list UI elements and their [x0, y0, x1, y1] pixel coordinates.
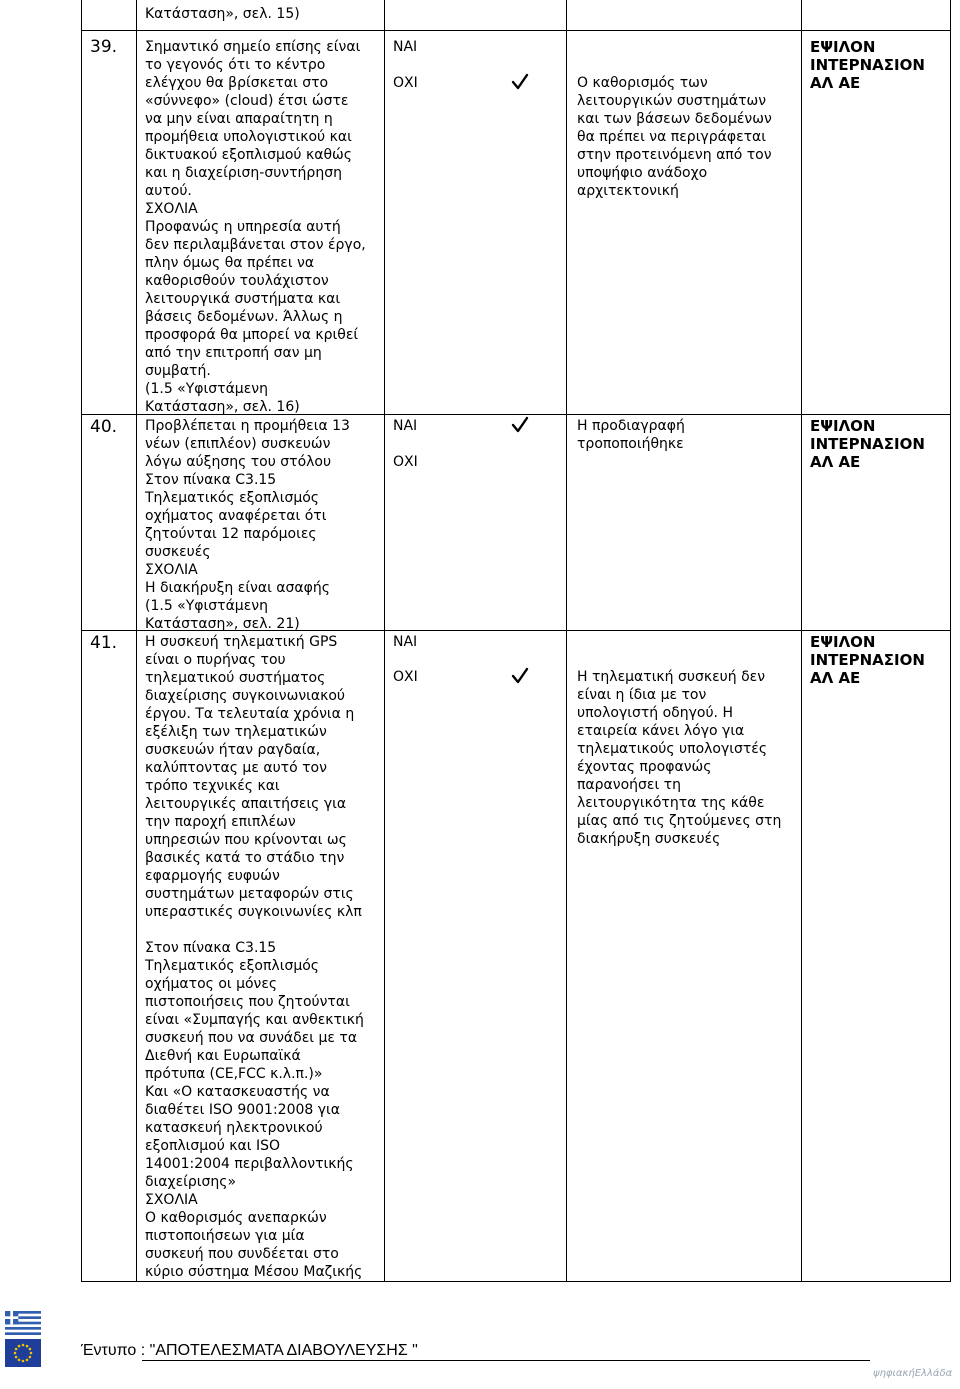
row-divider	[81, 30, 951, 31]
row-comment: Σημαντικό σημείο επίσης είναι το γεγονός ότι το κέντρο ελέγχου θα βρίσκεται στο «σύννεφο» (cloud) έτσι ώστε να μην είναι απαραίτητη η προμήθεια υπολογιστικού και δικτυακού εξοπλισμού καθώς και η διαχείριση-συντήρηση αυτού. ΣΧΟΛΙΑ Προφανώς η υπηρεσία αυτή δεν περιλαμβάνεται στον έργο, πλην όμως θα πρέπει να καθορισθούν τουλάχιστον λειτουργικά συστήματα και βάσεις δεδομένων. Άλλως η προσφορά θα μπορεί να κριθεί από την επιτροπή σαν μη συμβατή. (1.5 «Υφιστάμενη Κατάσταση», σελ. 16)	[145, 39, 366, 415]
table-border-right	[950, 0, 951, 1281]
yes-option: ΝΑΙ	[393, 39, 418, 55]
no-option: ΟΧΙ	[393, 454, 418, 470]
footer-rule	[142, 1360, 870, 1361]
row-response: Η προδιαγραφή τροποποιήθηκε	[577, 418, 685, 452]
company-name: ΕΨΙΛΟΝ ΙΝΤΕΡΝΑΣΙΟΝ ΑΛ ΑΕ	[810, 38, 925, 92]
check-icon	[511, 667, 529, 685]
form-label: Έντυπο : "ΑΠΟΤΕΛΕΣΜΑΤΑ ΔΙΑΒΟΥΛΕΥΣΗΣ "	[81, 1342, 418, 1359]
row-comment: Προβλέπεται η προμήθεια 13 νέων (επιπλέον) συσκευών λόγω αύξησης του στόλου Στον πίνακα C3.15 Τηλεματικός εξοπλισμός οχήματος αναφέρεται ότι ζητούνται 12 παρόμοιες συσκευές ΣΧΟΛΙΑ Η διακήρυξη είναι ασαφής (1.5 «Υφιστάμενη Κατάσταση», σελ. 21)	[145, 418, 350, 632]
row-number: 39.	[90, 37, 118, 57]
no-option: ΟΧΙ	[393, 75, 418, 91]
yes-option: ΝΑΙ	[393, 634, 418, 650]
eu-flag-icon	[5, 1339, 41, 1367]
brand-logo: ψηφιακήΕλλάδα	[873, 1368, 953, 1379]
no-option: ΟΧΙ	[393, 669, 418, 685]
table-rule-number	[136, 0, 137, 1281]
row-response: Ο καθορισμός των λειτουργικών συστημάτων και των βάσεων δεδομένων θα πρέπει να περιγράφεται στην προτεινόμενη από τον υποψήφιο ανάδοχο αρχιτεκτονική	[577, 75, 772, 199]
company-name: ΕΨΙΛΟΝ ΙΝΤΕΡΝΑΣΙΟΝ ΑΛ ΑΕ	[810, 633, 925, 687]
row-number: 41.	[90, 633, 118, 653]
row-comment-continued: Στον πίνακα C3.15 Τηλεματικός εξοπλισμός οχήματος οι μόνες πιστοποιήσεις που ζητούνται είναι «Συμπαγής και ανθεκτική συσκευή που να συνάδει με τα Διεθνή και Ευρωπαϊκά πρότυπα (CE,FCC κ.λ.π.)» Και «Ο κατασκευαστής να διαθέτει ISO 9001:2008 για κατασκευή ηλεκτρονικού εξοπλισμού και ISO 14001:2004 περιβαλλοντικής διαχείρισης» ΣΧΟΛΙΑ Ο καθορισμός ανεπαρκών πιστοποιήσεων για μία συσκευή που συνδέεται στο κύριο σύστημα Μέσου Μαζικής	[145, 940, 364, 1280]
check-icon	[511, 73, 529, 91]
previous-row-fragment: Κατάσταση», σελ. 15)	[145, 6, 300, 22]
yes-option: ΝΑΙ	[393, 418, 418, 434]
greek-flag-icon	[5, 1311, 41, 1335]
check-icon	[511, 416, 529, 434]
row-number: 40.	[90, 417, 118, 437]
table-rule-choice	[566, 0, 567, 1281]
table-rule-comment	[384, 0, 385, 1281]
row-response: Η τηλεματική συσκευή δεν είναι η ίδια με τον υπολογιστή οδηγού. Η εταιρεία κάνει λόγο για τηλεματικούς υπολογιστές έχοντας προφανώς παρανοήσει τη λειτουργικότητα της κάθε μίας από τις ζητούμενες στη διακήρυξη συσκευές	[577, 669, 782, 847]
table-border-bottom	[81, 1281, 951, 1282]
table-border-left	[81, 0, 82, 1281]
table-rule-response	[801, 0, 802, 1281]
company-name: ΕΨΙΛΟΝ ΙΝΤΕΡΝΑΣΙΟΝ ΑΛ ΑΕ	[810, 417, 925, 471]
row-comment: Η συσκευή τηλεματική GPS είναι ο πυρήνας του τηλεματικού συστήματος διαχείρισης συγκοινωνιακού έργου. Τα τελευταία χρόνια η εξέλιξη των τηλεματικών συσκευών ήταν ραγδαία, καλύπτοντας με αυτό τον τρόπο τεχνικές και λειτουργικές απαιτήσεις για την παροχή επιπλέων υπηρεσιών που κρίνονται ως βασικές κατά το στάδιο την εφαρμογής ευφυών συστημάτων μεταφορών στις υπεραστικές συγκοινωνίες κλπ	[145, 634, 362, 920]
